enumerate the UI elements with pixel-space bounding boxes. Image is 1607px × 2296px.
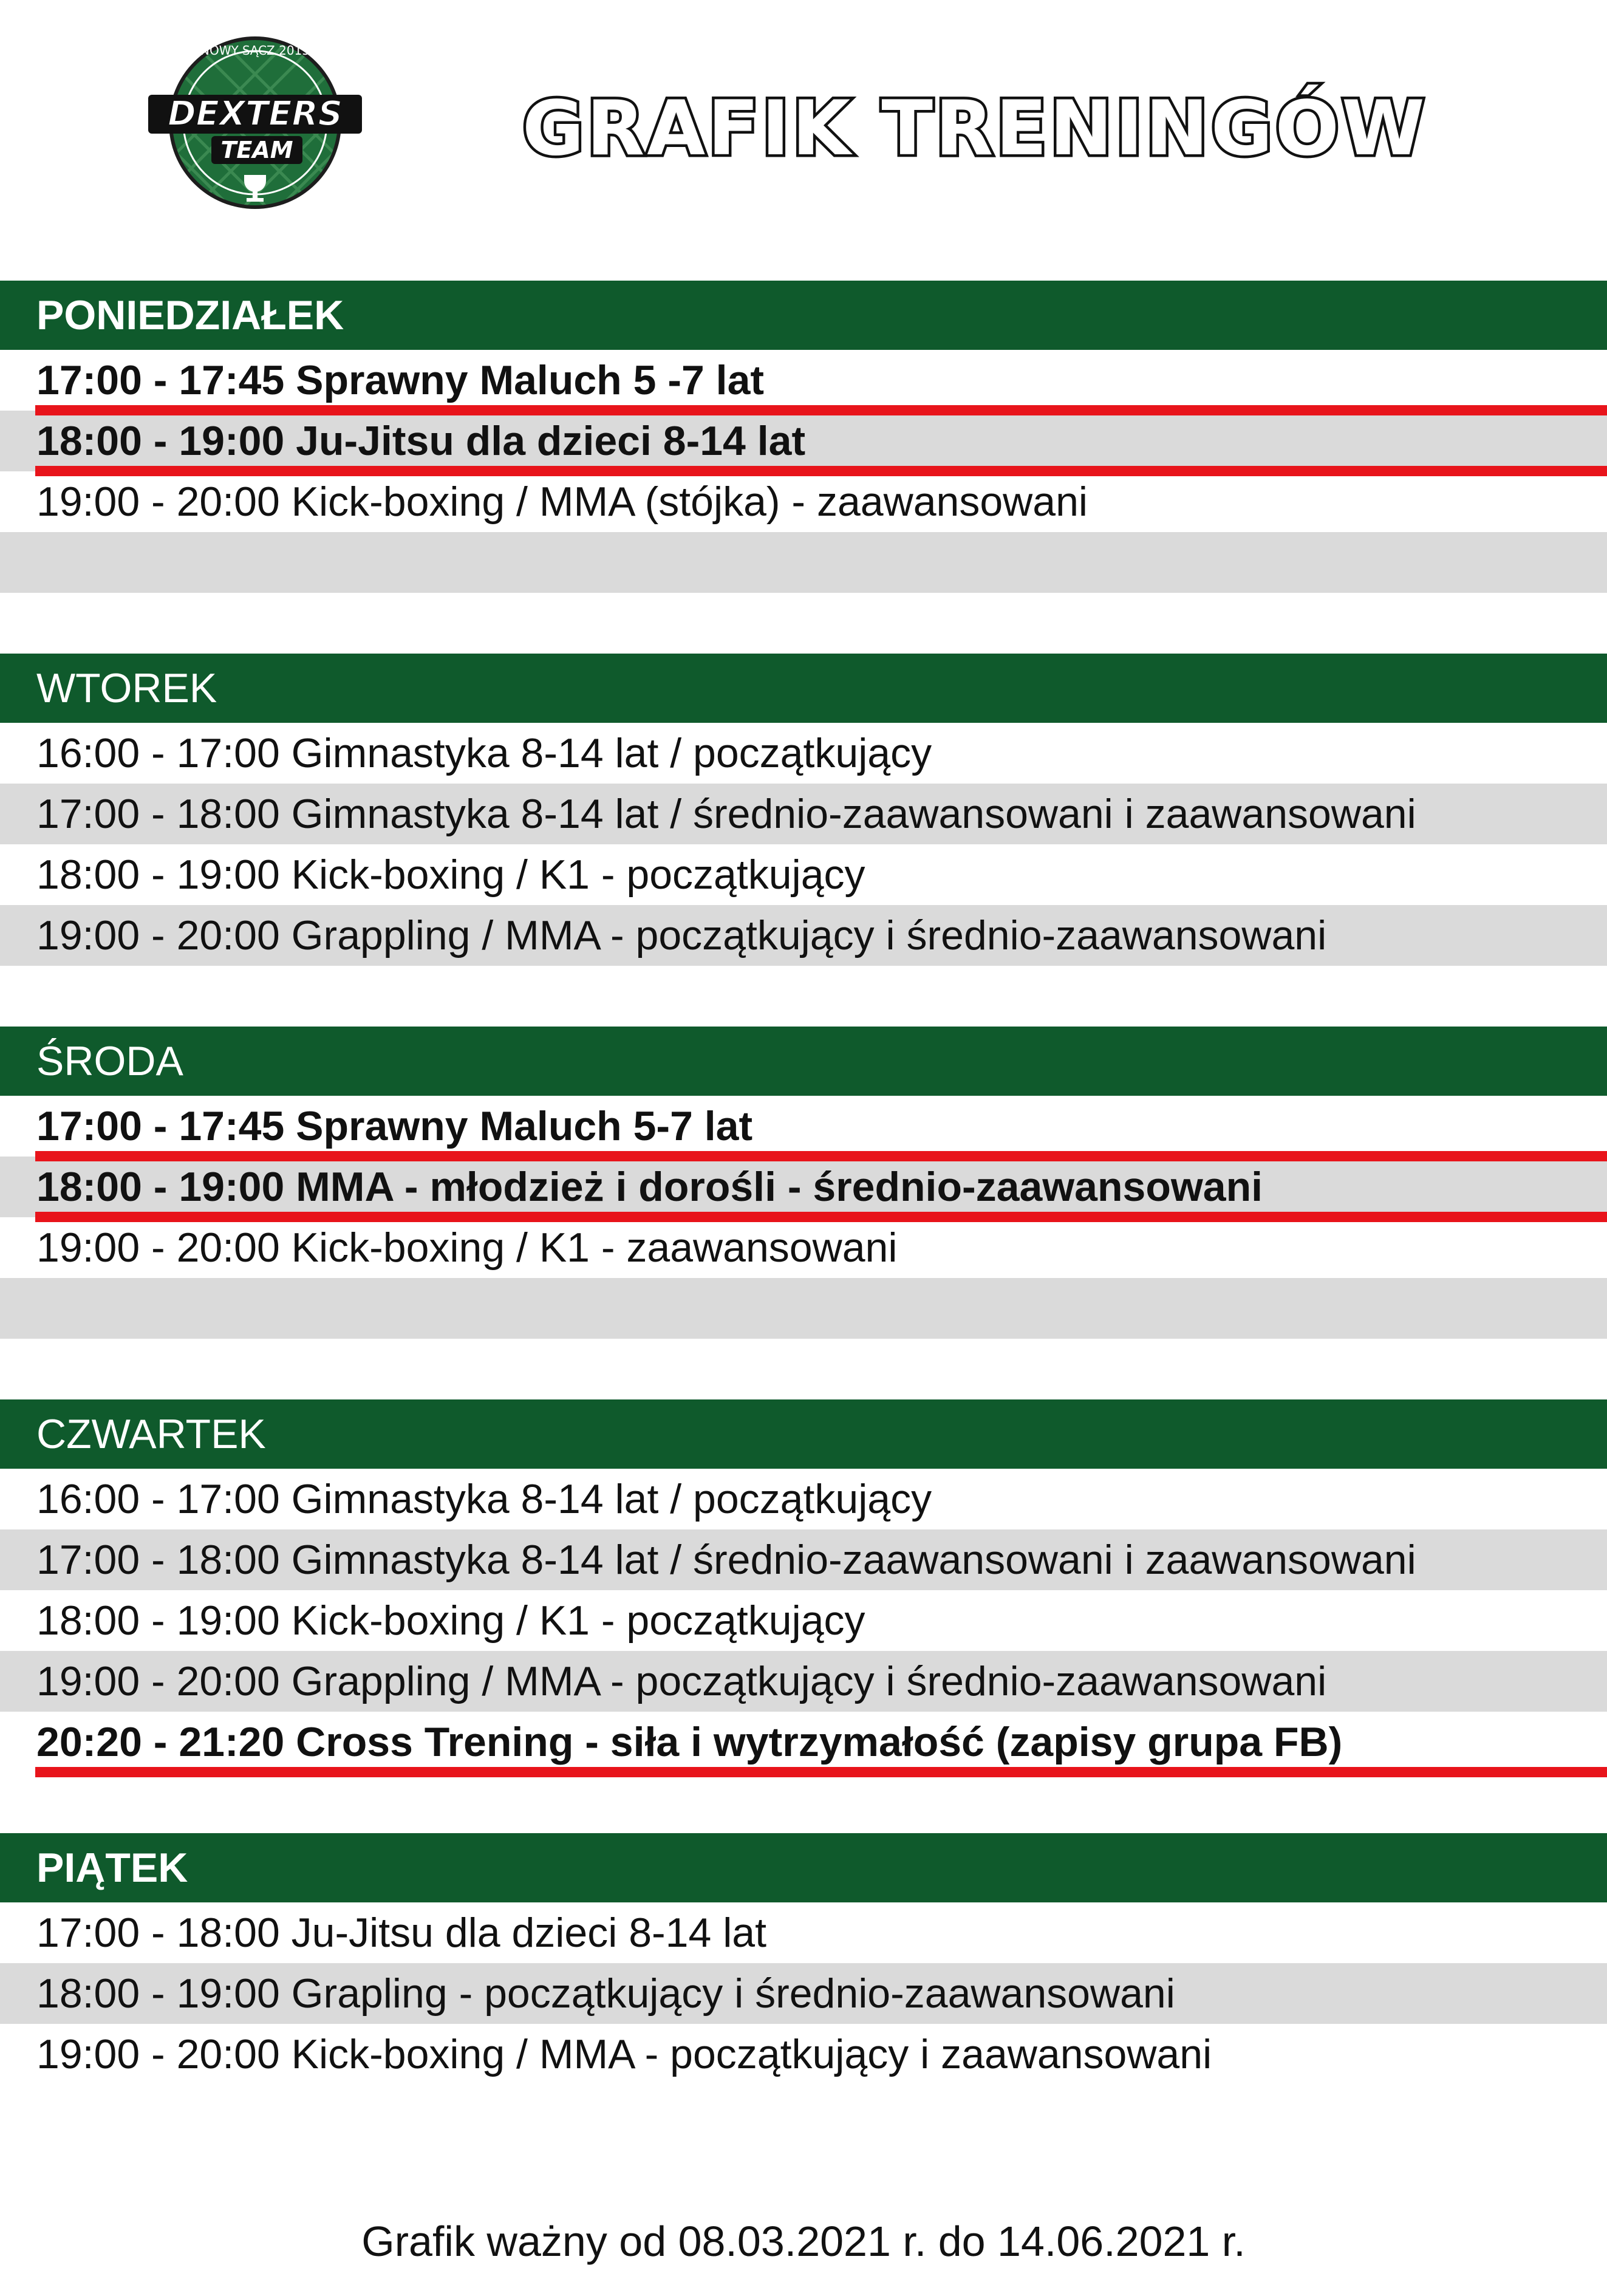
logo-sub: TEAM (220, 137, 293, 163)
schedule-row: 17:00 - 18:00 Gimnastyka 8-14 lat / średnio-zaawansowani i zaawansowani (0, 1529, 1607, 1590)
day-section (0, 1833, 1607, 2085)
day-header: ŚRODA (0, 1027, 1607, 1096)
schedule-row: 19:00 - 20:00 Kick-boxing / MMA - początkujący i zaawansowani (36, 2031, 1212, 2077)
schedule-row: 19:00 - 20:00 Grappling / MMA - początkujący i średnio-zaawansowani (0, 1651, 1607, 1712)
day-section (0, 654, 1607, 966)
schedule-row: 17:00 - 18:00 Ju-Jitsu dla dzieci 8-14 lat (36, 1910, 767, 1956)
schedule-row: 18:00 - 19:00 Ju-Jitsu dla dzieci 8-14 lat (0, 411, 1607, 471)
schedule-row: 16:00 - 17:00 Gimnastyka 8-14 lat / początkujący (36, 730, 932, 776)
day-header: WTOREK (0, 654, 1607, 723)
schedule-row: 19:00 - 20:00 Kick-boxing / K1 - zaawansowani (36, 1225, 898, 1271)
schedule-row: 17:00 - 18:00 Gimnastyka 8-14 lat / średnio-zaawansowani i zaawansowani (0, 784, 1607, 844)
schedule-row: 16:00 - 17:00 Gimnastyka 8-14 lat / początkujący (36, 1476, 932, 1522)
schedule-row: 19:00 - 20:00 Grappling / MMA - początkujący i średnio-zaawansowani (0, 905, 1607, 966)
schedule-row: 20:20 - 21:20 Cross Trening - siła i wytrzymałość (zapisy grupa FB) (0, 1712, 1607, 1772)
schedule-row: 17:00 - 17:45 Sprawny Maluch 5-7 lat (0, 1096, 1607, 1157)
logo-ring-text: NOWY SĄCZ 2015 (200, 43, 310, 58)
schedule-row: 19:00 - 20:00 Kick-boxing / MMA (stójka) - zaawansowani (36, 479, 1088, 525)
logo-name: DEXTERS (168, 94, 343, 134)
schedule (0, 281, 1607, 2145)
day-section (0, 1399, 1607, 1772)
schedule-row: 17:00 - 17:45 Sprawny Maluch 5 -7 lat (0, 350, 1607, 411)
day-header: CZWARTEK (0, 1399, 1607, 1469)
day-section (0, 1027, 1607, 1339)
schedule-row (0, 1278, 1607, 1339)
page-title: GRAFIK TRENINGÓW (522, 85, 1427, 173)
schedule-row (0, 532, 1607, 593)
day-header: PIĄTEK (0, 1833, 1607, 1902)
day-header: PONIEDZIAŁEK (0, 281, 1607, 350)
dexters-team-logo (140, 32, 370, 214)
validity-footer: Grafik ważny od 08.03.2021 r. do 14.06.2021 r. (361, 2218, 1246, 2265)
schedule-row: 18:00 - 19:00 Kick-boxing / K1 - początkujący (36, 852, 865, 898)
schedule-row: 18:00 - 19:00 Kick-boxing / K1 - początkujący (36, 1597, 865, 1644)
schedule-row: 18:00 - 19:00 MMA - młodzież i dorośli - średnio-zaawansowani (0, 1157, 1607, 1217)
day-section (0, 281, 1607, 593)
schedule-row: 18:00 - 19:00 Grapling - początkujący i średnio-zaawansowani (0, 1963, 1607, 2024)
